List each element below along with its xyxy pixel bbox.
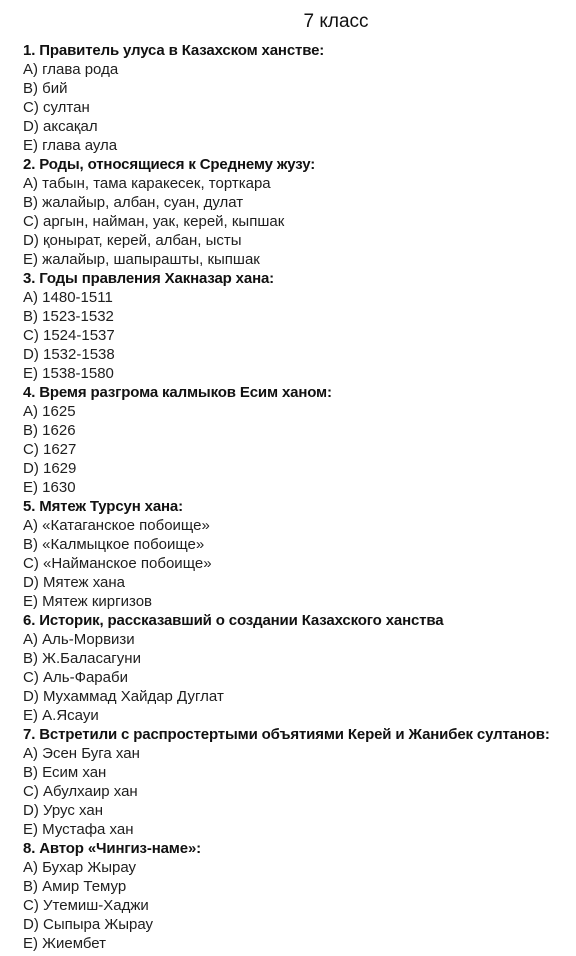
- question-text: 7. Встретили с распростертыми объятиями Керей и Жанибек султанов:: [23, 726, 550, 743]
- answer-option: E) Мустафа хан: [23, 821, 134, 838]
- answer-option: E) 1538-1580: [23, 365, 114, 382]
- answer-option: C) Утемиш-Хаджи: [23, 897, 149, 914]
- answer-option: A) Аль-Морвизи: [23, 631, 135, 648]
- question-block: [23, 383, 570, 497]
- answer-option: A) глава рода: [23, 61, 119, 78]
- answer-option: A) 1625: [23, 403, 76, 420]
- answer-option: C) султан: [23, 99, 90, 116]
- answer-option: D) Урус хан: [23, 802, 103, 819]
- answer-option: A) 1480-1511: [23, 289, 113, 306]
- answer-option: B) Амир Темур: [23, 878, 127, 895]
- answer-option: C) Абулхаир хан: [23, 783, 138, 800]
- question-block: [23, 41, 570, 155]
- answer-option: B) «Калмыцкое побоище»: [23, 536, 205, 553]
- question-block: [23, 269, 570, 383]
- question-block: [23, 725, 570, 839]
- answer-option: D) қонырат, керей, албан, ысты: [23, 232, 242, 249]
- answer-option: A) «Катаганское побоище»: [23, 517, 210, 534]
- answer-option: E) жалайыр, шапырашты, кыпшак: [23, 251, 260, 268]
- page-title: 7 класс: [303, 11, 369, 32]
- answer-option: C) «Найманское побоище»: [23, 555, 212, 572]
- question-text: 2. Роды, относящиеся к Среднему жузу:: [23, 156, 316, 173]
- answer-option: E) Мятеж киргизов: [23, 593, 153, 610]
- question-text: 5. Мятеж Турсун хана:: [23, 498, 183, 515]
- answer-option: B) 1523-1532: [23, 308, 114, 325]
- answer-option: A) табын, тама каракесек, торткара: [23, 175, 271, 192]
- answer-option: B) 1626: [23, 422, 76, 439]
- question-text: 3. Годы правления Хакназар хана:: [23, 270, 275, 287]
- answer-option: D) аксақал: [23, 118, 98, 135]
- question-text: 1. Правитель улуса в Казахском ханстве:: [23, 42, 325, 59]
- answer-option: D) 1629: [23, 460, 77, 477]
- answer-option: C) аргын, найман, уак, керей, кыпшак: [23, 213, 285, 230]
- question-text: 8. Автор «Чингиз-наме»:: [23, 840, 201, 857]
- answer-option: E) А.Ясауи: [23, 707, 99, 724]
- answer-option: C) Аль-Фараби: [23, 669, 128, 686]
- question-block: [23, 839, 570, 953]
- question-block: [23, 611, 570, 725]
- question-text: 6. Историк, рассказавший о создании Казахского ханства: [23, 612, 444, 629]
- answer-option: D) Мятеж хана: [23, 574, 125, 591]
- answer-option: C) 1627: [23, 441, 77, 458]
- question-list: [23, 41, 570, 953]
- answer-option: C) 1524-1537: [23, 327, 115, 344]
- answer-option: D) 1532-1538: [23, 346, 115, 363]
- answer-option: B) Есим хан: [23, 764, 107, 781]
- question-text: 4. Время разгрома калмыков Есим ханом:: [23, 384, 332, 401]
- answer-option: E) глава аула: [23, 137, 118, 154]
- answer-option: D) Сыпыра Жырау: [23, 916, 154, 933]
- answer-option: A) Эсен Буга хан: [23, 745, 140, 762]
- answer-option: B) Ж.Баласагуни: [23, 650, 141, 667]
- answer-option: B) жалайыр, албан, суан, дулат: [23, 194, 244, 211]
- answer-option: E) 1630: [23, 479, 76, 496]
- answer-option: D) Мухаммад Хайдар Дуглат: [23, 688, 224, 705]
- answer-option: A) Бухар Жырау: [23, 859, 137, 876]
- answer-option: B) бий: [23, 80, 68, 97]
- question-block: [23, 155, 570, 269]
- question-block: [23, 497, 570, 611]
- answer-option: E) Жиембет: [23, 935, 107, 952]
